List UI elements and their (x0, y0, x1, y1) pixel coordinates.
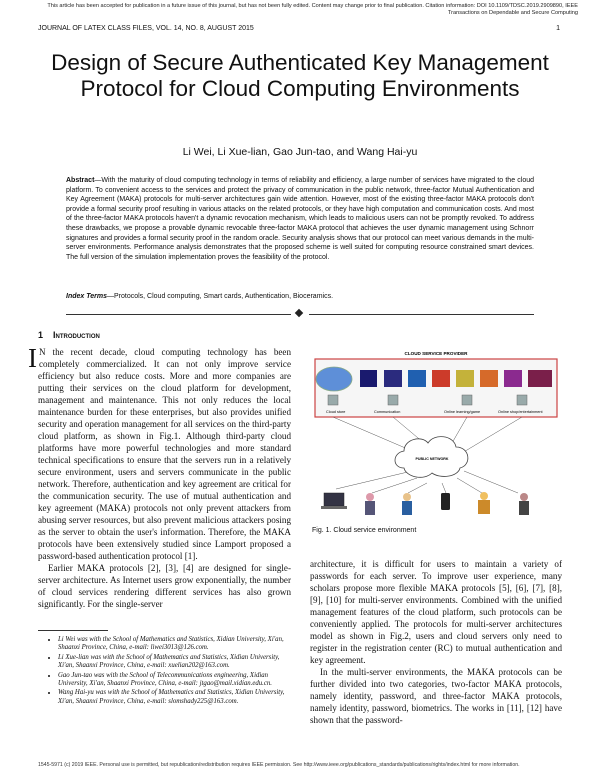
service-label-2: Communication (374, 410, 401, 414)
phone-icon (441, 493, 450, 510)
service-tile-3 (408, 370, 426, 387)
service-label-1: Cloud store (326, 410, 346, 414)
user-icon-4 (520, 493, 528, 501)
laptop-icon (324, 493, 344, 506)
section-heading (38, 330, 100, 340)
paper-title: Design of Secure Authenticated Key Management Protocol for Cloud Computing Environments (51, 50, 549, 101)
intro-paragraph-1: N the recent decade, cloud computing technology has been completely commercialized. It can not only improve service efficiency but also reduce costs. More and more companies are putting their services on the cloud platform for development, management and maintenance. This not only reduces the local maintenance burden for these enterprises, but also provides unified security and operation management for all services on the third-party cloud platform, as shown in Fig.1. Although third-party cloud platforms have more powerful technologies and more standard technical specifications to ensure that the servers run in a relatively secure environment, users and servers communicate in the public network. Therefore, authentication and key agreement are critical for the communication security. The use of mutual authentication and key agreement (MAKA) protocols not only prevent attackers from abusing server resources, but also prevent malicious attackers posing as the server to obtain the user's information. Therefore, the MAKA protocols have been extensively studied since Lamport proposed a password-based authentication protocol [1]. (38, 347, 291, 561)
service-tile-4 (432, 370, 450, 387)
intro-paragraph-2: Earlier MAKA protocols [2], [3], [4] are designed for single-server architecture. As Internet users grow exponentially, the number of cloud services rendering different services has also grown significantly. For the single-server (38, 563, 291, 609)
abstract-text: —With the maturity of cloud computing technology in terms of reliability and efficiency, a large number of services have migrated to the cloud platform. To convenient access to the services and protect the privacy of communication in the public network, three-factor Mutual Authentication and Key Agreement (MAKA) protocols for multi-server architectures gain wide attention. However, most of the existing three-factor MAKA protocols don't provide a formal security proof resulting in various attacks on the related protocols, or they have high computation and communication costs. And most of the three-factor MAKA protocols haven't a dynamic revocation mechanism, which leads to malicious users can not be promptly revoked. To address these drawbacks, we propose a provable dynamic revocable three-factor MAKA protocol that achieves the user dynamic management using Schnorr signatures and provides a formal security proof in the random oracle. Security analysis shows that our protocol can meet various demands in the multi-server environments. Performance analysis demonstrates that the proposed scheme is well suited for computing resource constrained smart devices. The full version of the simulation implementation proves the feasibility of the protocol. (66, 177, 534, 261)
user-devices (321, 492, 529, 515)
running-head-journal: JOURNAL OF LATEX CLASS FILES, VOL. 14, NO. 8, AUGUST 2015 (38, 25, 254, 32)
page-number: 1 (556, 25, 560, 32)
footnote-item: • Gao Jun-tao was with the School of Telecommunications engineering, Xidian University, Xi'an, Shaanxi Province, China, e-mail: jtgao@mail.xidian.edu.cn. (58, 672, 290, 689)
abstract-label: Abstract (66, 177, 95, 184)
user-icon-2 (403, 493, 411, 501)
service-tile-7 (504, 370, 522, 387)
service-tile-1 (360, 370, 377, 387)
service-tile-5 (456, 370, 474, 387)
section-number: 1 (38, 330, 44, 340)
footnote-item: • Li Xue-lian was with the School of Mathematics and Statistics, Xidian University, Xi'an, Shaanxi Province, China, e-mail: xuelian202@163.com. (58, 654, 290, 671)
journal-notice: This article has been accepted for publication in a future issue of this journal, but has not been fully edited. Content may change prior to final publication. Citation information: DOI 10.1109/TDSC.2019.2909890, IEEE Transactions on Dependable and Secure Computing (47, 3, 578, 16)
footnote-separator (38, 630, 108, 631)
cloud-store-icon (316, 367, 352, 391)
service-label-3: Online learning/game (444, 410, 481, 414)
col2-paragraph-2: In the multi-server environments, the MAKA protocols can be further divided into two categories, two-factor MAKA protocols, namely identity, password, and three-factor MAKA protocols, namely identity, password, biometrics. The works in [11], [12] have shown that the password- (310, 667, 562, 725)
running-head (38, 25, 560, 32)
provider-label: CLOUD SERVICE PROVIDER (404, 351, 468, 356)
drop-cap: I (28, 343, 37, 373)
footnotes (46, 636, 290, 707)
user-icon-3 (480, 492, 488, 500)
service-tile-2 (384, 370, 402, 387)
provider-box (315, 359, 557, 417)
user-icon-1 (366, 493, 374, 501)
figure-caption: Fig. 1. Cloud service environment (312, 527, 417, 534)
footnote-item: • Li Wei was with the School of Mathematics and Statistics, Xidian University, Xi'an, Shaanxi Province, China, e-mail: liwei3013@126.com. (58, 636, 290, 653)
network-label: PUBLIC NETWORK (415, 457, 449, 461)
copyright-line: 1545-5971 (c) 2019 IEEE. Personal use is permitted, but republication/redistribution requires IEEE permission. See http://www.ieee.org/publications_standards/publications/rights/index.html for more information. (38, 762, 520, 768)
index-terms-label: Index Terms (66, 293, 107, 300)
index-terms (66, 292, 534, 301)
service-tile-8 (528, 370, 552, 387)
footnote-item: • Wang Hai-yu was with the School of Mathematics and Statistics, Xidian University, Xi'an, Shaanxi Province, China, e-mail: slomshady225@163.com. (58, 689, 290, 706)
column-left (28, 343, 291, 610)
paper-authors: Li Wei, Li Xue-lian, Gao Jun-tao, and Wang Hai-yu (182, 146, 418, 158)
column-right (310, 558, 562, 726)
index-terms-text: —Protocols, Cloud computing, Smart cards, Authentication, Bioceramics. (106, 293, 334, 300)
section-separator (66, 310, 534, 318)
service-label-4: Online shop/entertainment (498, 410, 543, 414)
figure-cloud-service (312, 343, 562, 525)
col2-paragraph-1: architecture, it is difficult for users to maintain a variety of passwords for each server. To improve user experience, many scholars propose more flexible MAKA protocols [5], [6], [7], [8], [9], [10] for multi-server environments. Combined with the unified management features of the cloud platform, such protocols can be conveniently applied. The protocols for multi-server architectures model as shown in Fig.2, users and cloud servers only need to register in the registration center (RC) to mutual authentication and key agreement. (310, 559, 562, 665)
section-title: Introduction (53, 330, 100, 340)
abstract (66, 176, 534, 262)
service-tile-6 (480, 370, 498, 387)
